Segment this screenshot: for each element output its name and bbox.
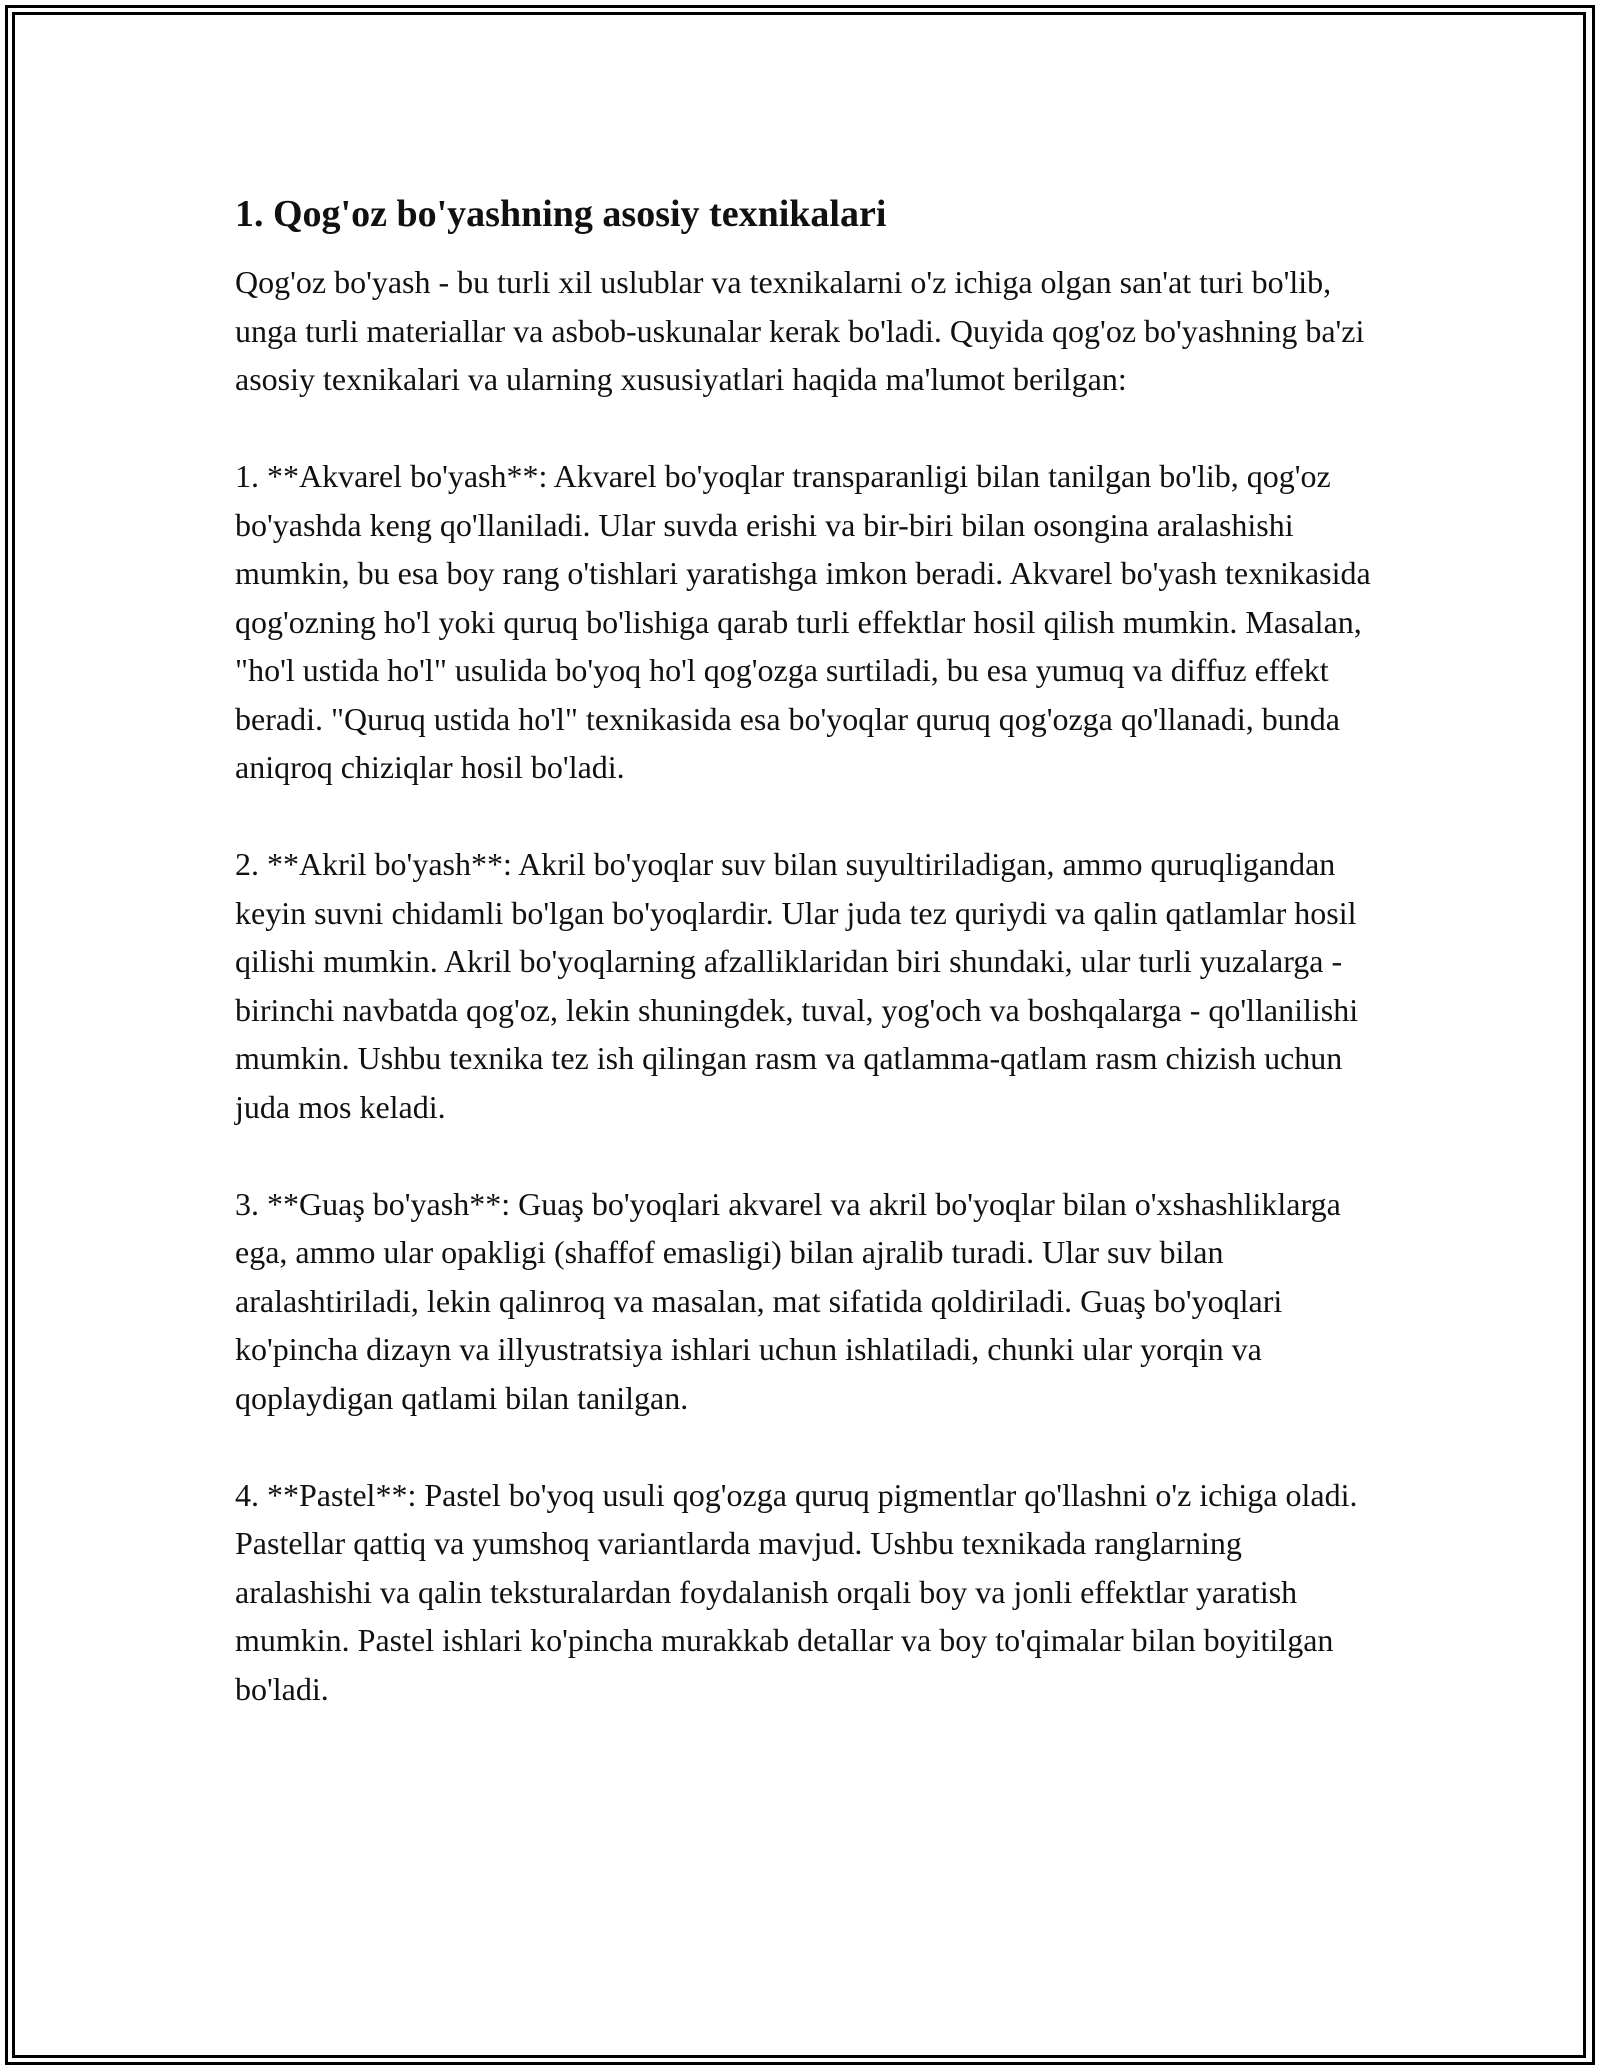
paragraph-pastel: 4. **Pastel**: Pastel bo'yoq usuli qog'ozga quruq pigmentlar qo'llashni o'z ichiga oladi. Pastellar qattiq va yumshoq variantlarda mavjud. Ushbu texnikada ranglarning aralashishi va qalin teksturalardan foydalanish orqali boy va jonli effektlar yaratish mumkin. Pastel ishlari ko'pincha murakkab detallar va boy to'qimalar bilan boyitilgan bo'ladi.: [235, 1476, 1358, 1707]
paragraph-acrylic: 2. **Akril bo'yash**: Akril bo'yoqlar suv bilan suyultiriladigan, ammo quruqligandan keyin suvni chidamli bo'lgan bo'yoqlardir. Ular juda tez quriydi va qalin qatlamlar hosil qilishi mumkin. Akril bo'yoqlarning afzalliklaridan biri shundaki, ular turli yuzalarga - birinchi navbatda qog'oz, lekin shuningdek, tuval, yog'och va boshqalarga - qo'llanilishi mumkin. Ushbu texnika tez ish qilingan rasm va qatlamma-qatlam rasm chizish uchun juda mos keladi.: [235, 846, 1359, 1125]
paragraph-watercolor: 1. **Akvarel bo'yash**: Akvarel bo'yoqlar transparanligi bilan tanilgan bo'lib, qog'oz bo'yashda keng qo'llaniladi. Ular suvda erishi va bir-biri bilan osongina aralashishi mumkin, bu esa boy rang o'tishlari yaratishga imkon beradi. Akvarel bo'yash texnikasida qog'ozning ho'l yoki quruq bo'lishiga qarab turli effektlar hosil qilish mumkin. Masalan, "ho'l ustida ho'l" usulida bo'yoq ho'l qog'ozga surtiladi, bu esa yumuq va diffuz effekt beradi. "Quruq ustida ho'l" texnikasida esa bo'yoqlar quruq qog'ozga qo'llanadi, bunda aniqroq chiziqlar hosil bo'ladi.: [235, 458, 1371, 785]
document-body: [235, 188, 1375, 1713]
intro-paragraph: Qog'oz bo'yash - bu turli xil uslublar va texnikalarni o'z ichiga olgan san'at turi bo'lib, unga turli materiallar va asbob-uskunalar kerak bo'ladi. Quyida qog'oz bo'yashning ba'zi asosiy texnikalari va ularning xususiyatlari haqida ma'lumot berilgan:: [235, 264, 1365, 397]
section-heading: 1. Qog'oz bo'yashning asosiy texnikalari: [235, 193, 887, 235]
paragraph-gouache: 3. **Guaş bo'yash**: Guaş bo'yoqlari akvarel va akril bo'yoqlar bilan o'xshashliklarga ega, ammo ular opakligi (shaffof emasligi) bilan ajralib turadi. Ular suv bilan aralashtiriladi, lekin qalinroq va masalan, mat sifatida qoldiriladi. Guaş bo'yoqlari ko'pincha dizayn va illyustratsiya ishlari uchun ishlatiladi, chunki ular yorqin va qoplaydigan qatlami bilan tanilgan.: [235, 1185, 1341, 1416]
